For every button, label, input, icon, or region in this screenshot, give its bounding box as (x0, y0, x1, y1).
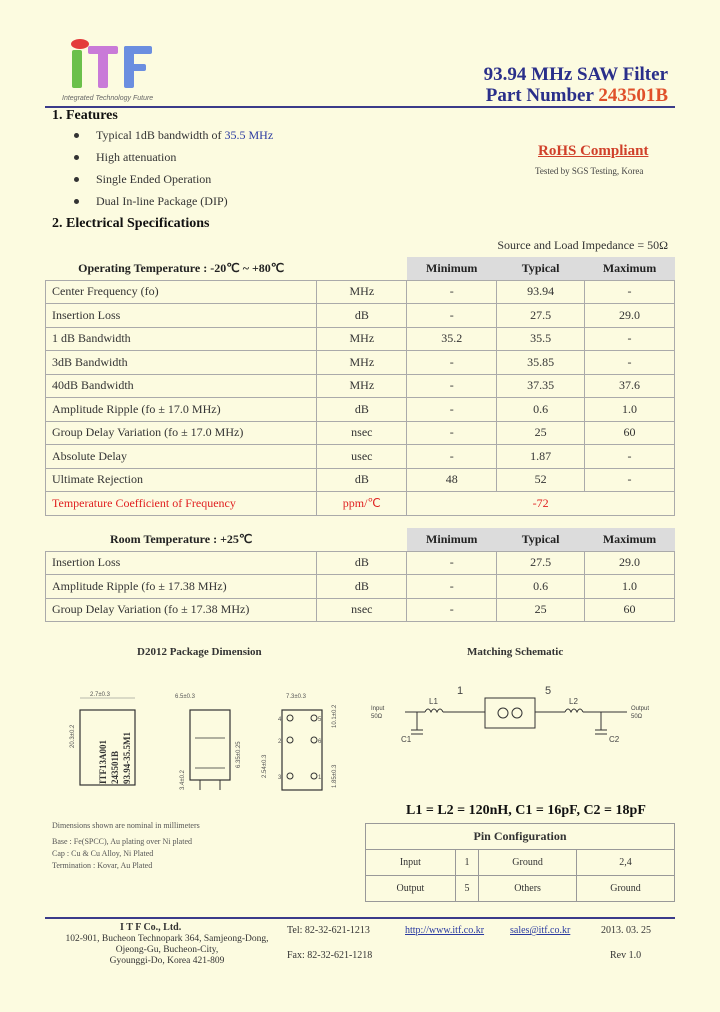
param-name: Insertion Loss (46, 304, 317, 328)
table-cell: MHz (317, 351, 407, 375)
table-cell: - (407, 280, 497, 304)
marking-line-3: 93.94-35.5M1 (122, 732, 132, 784)
table-cell: nsec (317, 421, 407, 445)
table-row (46, 327, 675, 351)
table-row (46, 421, 675, 445)
tel: Tel: 82-32-621-1213 (287, 925, 370, 936)
table-cell: MHz (317, 327, 407, 351)
table-row (46, 374, 675, 398)
param-name: Group Delay Variation (fo ± 17.0 MHz) (46, 421, 317, 445)
port-number: 5 (545, 685, 552, 697)
dim-label: 10.1±0.2 (332, 704, 338, 728)
table-cell: 1.87 (497, 445, 585, 469)
part-number: 243501B (598, 85, 668, 106)
dim-label: 2.54±0.3 (262, 754, 268, 778)
table-row (46, 551, 675, 575)
matching-schematic (365, 680, 675, 755)
table-cell: 29.0 (585, 551, 675, 575)
param-name: Center Frequency (fo) (46, 280, 317, 304)
table-cell: 0.6 (497, 575, 585, 599)
spec-table-operating (45, 257, 675, 516)
param-name: Ultimate Rejection (46, 468, 317, 492)
part-number-line (486, 85, 668, 107)
dim-label: 20.3±0.2 (70, 724, 76, 748)
rohs-label: RoHS Compliant (538, 143, 649, 159)
table-cell: 25 (497, 421, 585, 445)
matching-values: L1 = L2 = 120nH, C1 = 16pF, C2 = 18pF (406, 803, 646, 818)
page-title: 93.94 MHz SAW Filter (483, 64, 668, 85)
table-row: Output 5 Others Ground (366, 876, 675, 902)
pin-config-title: Pin Configuration (366, 824, 675, 850)
pin-number: 4 (278, 717, 282, 723)
table-cell: 27.5 (497, 551, 585, 575)
table-cell: nsec (317, 598, 407, 622)
table-row (46, 304, 675, 328)
pin-number: 5 (318, 717, 322, 723)
table-cell: 60 (585, 421, 675, 445)
dim-label: 3.4±0.2 (180, 770, 186, 790)
table-cell: dB (317, 575, 407, 599)
table-row (46, 598, 675, 622)
feature-item: High attenuation (70, 150, 273, 172)
table-row: Input 1 Ground 2,4 (366, 850, 675, 876)
table-cell: dB (317, 398, 407, 422)
table-cell: ppm/℃ (317, 492, 407, 516)
table-cell: - (407, 351, 497, 375)
table-cell: 37.35 (497, 374, 585, 398)
param-name: Temperature Coefficient of Frequency (46, 492, 317, 516)
dim-label: 7.3±0.3 (286, 694, 306, 700)
email-link[interactable]: sales@itf.co.kr (510, 925, 571, 936)
table-cell: - (407, 598, 497, 622)
pin-configuration-table (365, 823, 675, 902)
port-number: 1 (457, 685, 464, 697)
l1-label: L1 (429, 697, 438, 706)
table-cell: - (407, 421, 497, 445)
table-cell: - (585, 280, 675, 304)
table-cell: - (407, 575, 497, 599)
company-name: I T F Co., Ltd. (120, 922, 182, 933)
table-cell: MHz (317, 374, 407, 398)
part-label: Part Number (485, 85, 594, 106)
logo-caption: Integrated Technology Future (62, 95, 154, 102)
pin-number: 1 (318, 775, 322, 781)
revision: Rev 1.0 (610, 950, 642, 961)
table-cell: 29.0 (585, 304, 675, 328)
dim-label: 1.85±0.3 (332, 764, 338, 788)
doc-date: 2013. 03. 25 (601, 925, 651, 936)
output-ohm: 50Ω (631, 714, 643, 720)
impedance-note: Source and Load Impedance = 50Ω (497, 238, 668, 252)
table-cell: - (407, 398, 497, 422)
table-cell: 48 (407, 468, 497, 492)
table-cell: - (407, 304, 497, 328)
table-cell: 52 (497, 468, 585, 492)
table-cell: - (585, 468, 675, 492)
table-row (46, 280, 675, 304)
schematic-caption: Matching Schematic (467, 646, 564, 658)
param-name: Group Delay Variation (fo ± 17.38 MHz) (46, 598, 317, 622)
param-name: Absolute Delay (46, 445, 317, 469)
table-cell: -72 (407, 492, 675, 516)
output-label: Output (631, 706, 650, 712)
table-row-tcf (46, 492, 675, 516)
table-row (46, 468, 675, 492)
package-caption: D2012 Package Dimension (137, 646, 262, 658)
pin-number: 3 (278, 775, 282, 781)
package-notes: Dimensions shown are nominal in millimeters Base : Fe(SPCC), Au plating over Ni plated Cap : Cu & Cu Alloy, Ni Plated Termination : Kovar, Au Plated (52, 821, 200, 870)
table-cell: - (585, 351, 675, 375)
table-cell: usec (317, 445, 407, 469)
rohs-sub: Tested by SGS Testing, Korea (535, 166, 644, 176)
feature-item: Dual In-line Package (DIP) (70, 194, 273, 216)
param-name: Insertion Loss (46, 551, 317, 575)
website-link[interactable]: http://www.itf.co.kr (405, 925, 485, 936)
table-cell: dB (317, 551, 407, 575)
table-cell: 35.85 (497, 351, 585, 375)
input-label: Input (371, 706, 385, 712)
spec-table-room (45, 528, 675, 622)
param-name: Amplitude Ripple (fo ± 17.38 MHz) (46, 575, 317, 599)
c1-label: C1 (401, 735, 412, 744)
table-cell: 25 (497, 598, 585, 622)
dim-label: 6.35±0.25 (236, 741, 242, 768)
footer-divider (45, 917, 675, 919)
pin-number: 2 (278, 739, 282, 745)
param-name: 40dB Bandwidth (46, 374, 317, 398)
table-row (46, 575, 675, 599)
table-cell: dB (317, 468, 407, 492)
electrical-heading: 2. Electrical Specifications (52, 216, 210, 231)
features-heading: 1. Features (52, 108, 118, 123)
table-cell: 27.5 (497, 304, 585, 328)
c2-label: C2 (609, 735, 620, 744)
table-cell: 35.5 (497, 327, 585, 351)
table-row (46, 445, 675, 469)
param-name: 3dB Bandwidth (46, 351, 317, 375)
table-row (46, 398, 675, 422)
table-cell: 37.6 (585, 374, 675, 398)
package-drawing (60, 688, 360, 798)
table-cell: 1.0 (585, 398, 675, 422)
table-cell: 0.6 (497, 398, 585, 422)
param-name: Amplitude Ripple (fo ± 17.0 MHz) (46, 398, 317, 422)
table-cell: dB (317, 304, 407, 328)
dim-label: 6.5±0.3 (175, 694, 195, 700)
table-cell: 1.0 (585, 575, 675, 599)
fax: Fax: 82-32-621-1218 (287, 950, 373, 961)
input-ohm: 50Ω (371, 714, 383, 720)
pin-number: 6 (318, 739, 322, 745)
header-divider (45, 106, 675, 108)
table-cell: 93.94 (497, 280, 585, 304)
features-list (70, 128, 273, 216)
table-cell: - (407, 374, 497, 398)
table-cell: - (407, 445, 497, 469)
dim-label: 2.7±0.3 (90, 692, 110, 698)
table-cell: MHz (317, 280, 407, 304)
marking-line-1: ITF13A001 (98, 739, 108, 784)
table-row (46, 351, 675, 375)
table-cell: - (585, 327, 675, 351)
table-cell: - (585, 445, 675, 469)
l2-label: L2 (569, 697, 578, 706)
table-header: Operating Temperature : -20℃ ~ +80℃ Minimum Typical Maximum (46, 257, 675, 280)
table-cell: 60 (585, 598, 675, 622)
feature-item: Typical 1dB bandwidth of 35.5 MHz (70, 128, 273, 150)
table-cell: 35.2 (407, 327, 497, 351)
feature-item: Single Ended Operation (70, 172, 273, 194)
company-address: 102-901, Bucheon Technopark 364, Samjeong-Dong, Ojeong-Gu, Bucheon-City, Gyounggi-Do, Korea 421-809 (65, 934, 269, 966)
table-header: Room Temperature : +25℃ Minimum Typical Maximum (46, 528, 675, 551)
marking-line-2: 243501B (110, 750, 120, 784)
table-cell: - (407, 551, 497, 575)
param-name: 1 dB Bandwidth (46, 327, 317, 351)
